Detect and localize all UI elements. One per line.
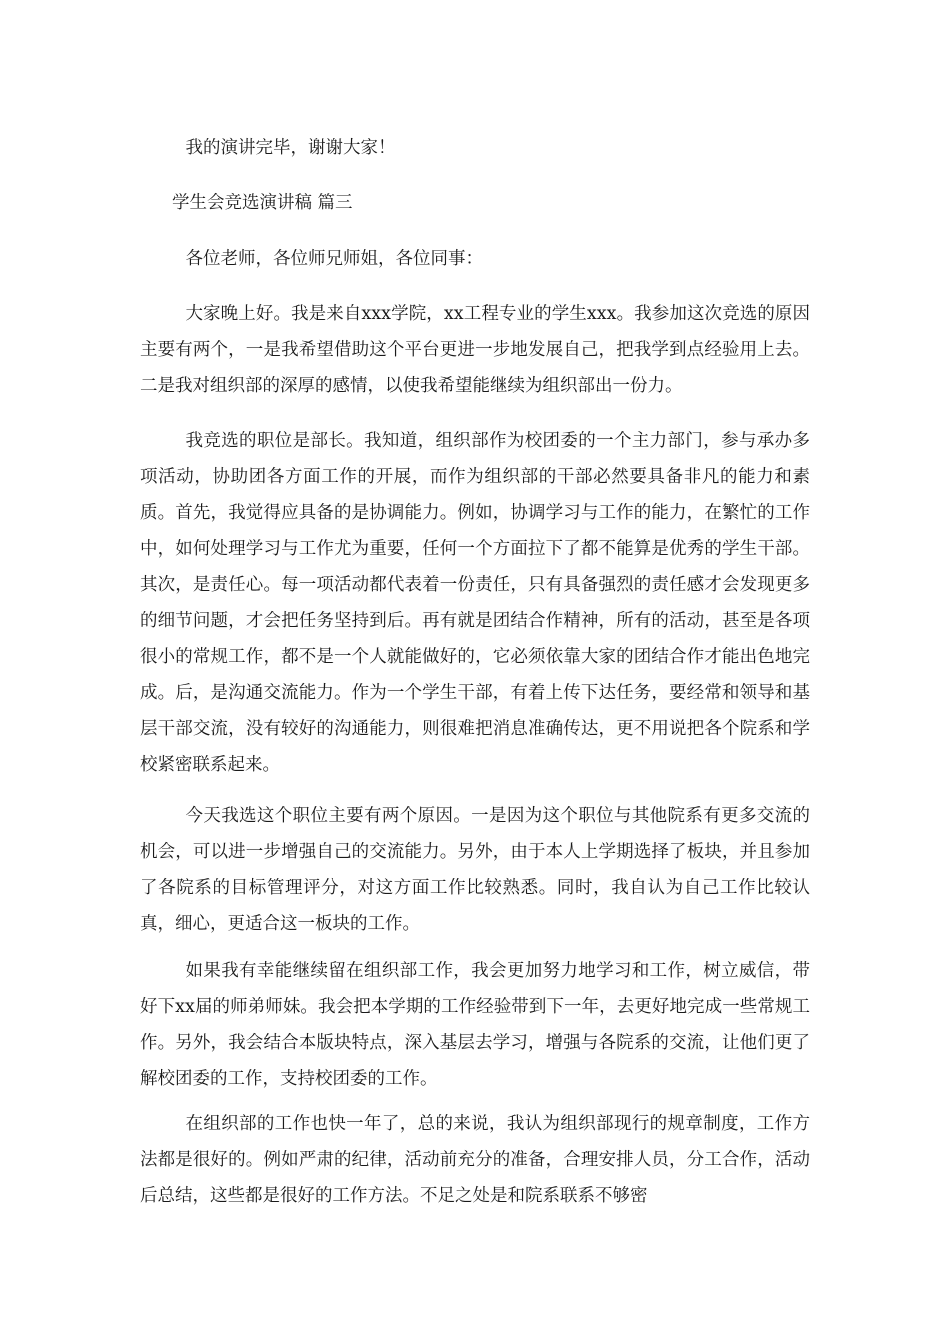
salutation: 各位老师，各位师兄师姐，各位同事： [185,249,483,269]
paragraph-4: 如果我有幸能继续留在组织部工作，我会更加努力地学习和工作，树立威信，带好下xx届的师弟师妹。我会把本学期的工作经验带到下一年，去更好地完成一些常规工作。另外，我会结合本版块特点，深入基层去学习，增强与各院系的交流，让他们更了解校团委的工作，支持校团委的工作。 [140,961,810,1089]
paragraph-1: 大家晚上好。我是来自xxx学院，xx工程专业的学生xxx。我参加这次竞选的原因主要有两个，一是我希望借助这个平台更进一步地发展自己，把我学到点经验用上去。二是我对组织部的深厚的感情，以使我希望能继续为组织部出一份力。 [140,304,810,396]
paragraph-5: 在组织部的工作也快一年了，总的来说，我认为组织部现行的规章制度，工作方法都是很好的。例如严肃的纪律，活动前充分的准备，合理安排人员，分工合作，活动后总结，这些都是很好的工作方法。不足之处是和院系联系不够密 [140,1114,810,1206]
section-title: 学生会竞选演讲稿 篇三 [172,193,353,213]
paragraph-3: 今天我选这个职位主要有两个原因。一是因为这个职位与其他院系有更多交流的机会，可以进一步增强自己的交流能力。另外，由于本人上学期选择了板块，并且参加了各院系的目标管理评分，对这方面工作比较熟悉。同时，我自认为自己工作比较认真，细心，更适合这一板块的工作。 [140,806,810,934]
closing-line: 我的演讲完毕，谢谢大家！ [185,138,396,158]
paragraph-2: 我竞选的职位是部长。我知道，组织部作为校团委的一个主力部门，参与承办多项活动，协助团各方面工作的开展，而作为组织部的干部必然要具备非凡的能力和素质。首先，我觉得应具备的是协调能力。例如，协调学习与工作的能力，在繁忙的工作中，如何处理学习与工作尤为重要，任何一个方面拉下了都不能算是优秀的学生干部。其次，是责任心。每一项活动都代表着一份责任，只有具备强烈的责任感才会发现更多的细节问题，才会把任务坚持到后。再有就是团结合作精神，所有的活动，甚至是各项很小的常规工作，都不是一个人就能做好的，它必须依靠大家的团结合作才能出色地完成。后，是沟通交流能力。作为一个学生干部，有着上传下达任务，要经常和领导和基层干部交流，没有较好的沟通能力，则很难把消息准确传达，更不用说把各个院系和学校紧密联系起来。 [140,431,810,775]
